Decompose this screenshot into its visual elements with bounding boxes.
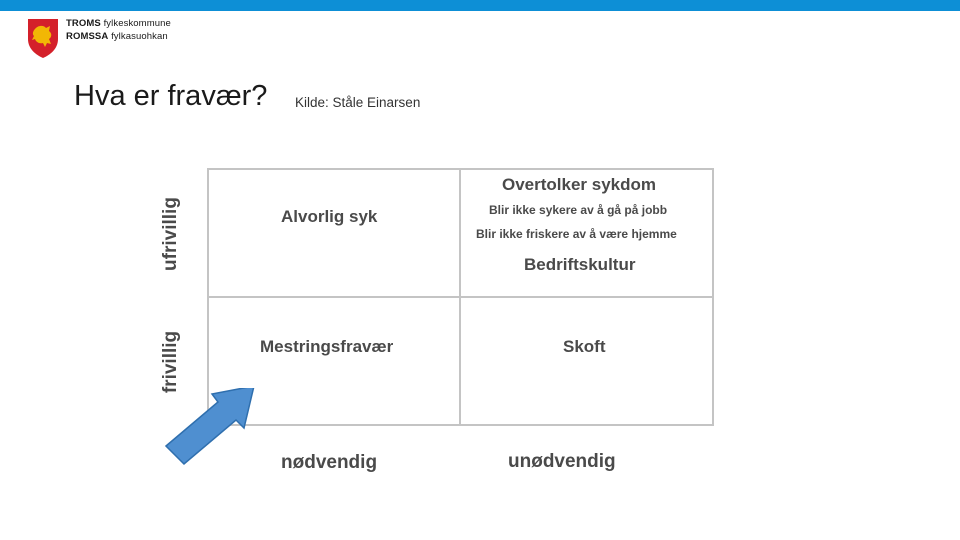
cell-bottom-right-heading: Skoft (563, 337, 606, 356)
row-label-ufrivillig: ufrivillig (160, 197, 181, 271)
cell-top-right-footer: Bedriftskultur (524, 255, 636, 274)
org-name-line1: TROMS fylkeskommune (66, 18, 171, 29)
org-name-line2: ROMSSA fylkasuohkan (66, 31, 168, 42)
slide-subtitle: Kilde: Ståle Einarsen (295, 95, 421, 110)
cell-top-right-line2: Blir ikke friskere av å være hjemme (476, 227, 677, 241)
slide-title: Hva er fravær? (74, 80, 268, 112)
coat-of-arms-icon (26, 17, 60, 59)
arrow-up-right-icon (160, 388, 260, 468)
matrix-divider-horizontal (207, 296, 714, 298)
top-accent-bar (0, 0, 960, 11)
cell-bottom-left-heading: Mestringsfravær (260, 337, 394, 356)
cell-top-left-heading: Alvorlig syk (281, 207, 378, 226)
cell-top-right-heading: Overtolker sykdom (502, 175, 657, 194)
logo (26, 17, 176, 61)
column-label-unodvendig: unødvendig (508, 451, 616, 472)
cell-top-right-line1: Blir ikke sykere av å gå på jobb (489, 203, 668, 217)
column-label-nodvendig: nødvendig (281, 452, 378, 473)
row-label-frivillig: frivillig (160, 330, 181, 394)
